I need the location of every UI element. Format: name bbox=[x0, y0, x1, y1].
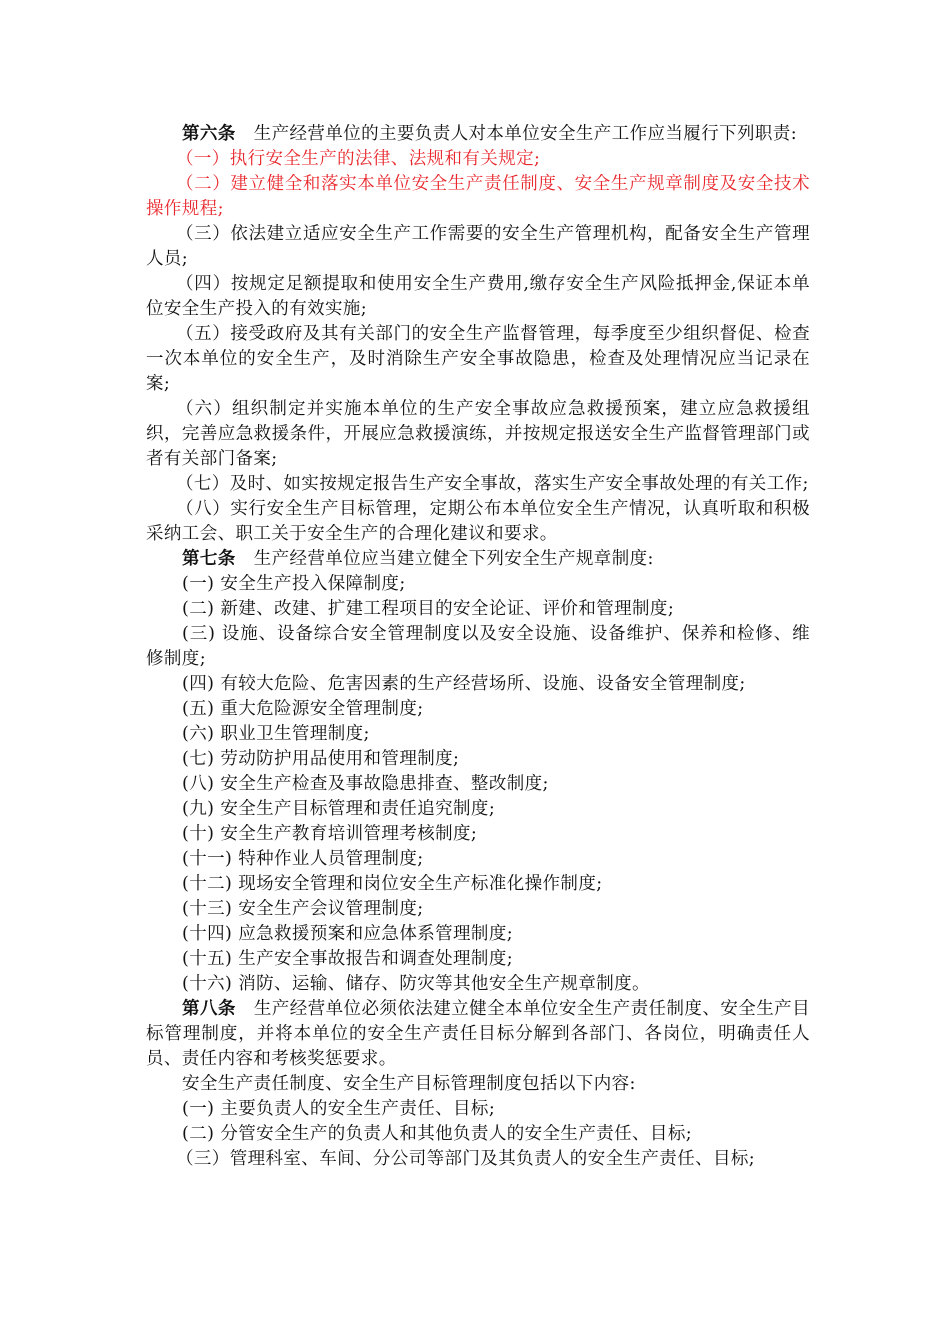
article-7-item-15: (十五) 生产安全事故报告和调查处理制度; bbox=[182, 949, 514, 969]
article-6-item-5: （五）接受政府及其有关部门的安全生产监督管理，每季度至少组织督促、检查一次本单位的安全生产，及时消除生产安全事故隐患，检查及处理情况应当记录在案; bbox=[146, 324, 810, 394]
article-7-item-9: (九) 安全生产目标管理和责任追究制度; bbox=[182, 799, 496, 819]
article-7-item-5: (五) 重大危险源安全管理制度; bbox=[182, 699, 424, 719]
article-8-title: 第八条 bbox=[182, 999, 236, 1019]
article-6-item-2: （二）建立健全和落实本单位安全生产责任制度、安全生产规章制度及安全技术操作规程; bbox=[146, 174, 810, 219]
article-8-intro bbox=[146, 997, 810, 1072]
article-7-item-2: (二) 新建、改建、扩建工程项目的安全论证、评价和管理制度; bbox=[182, 599, 675, 619]
article-7-intro bbox=[146, 547, 810, 572]
article-6-item-7: （七）及时、如实按规定报告生产安全事故，落实生产安全事故处理的有关工作; bbox=[176, 474, 809, 494]
article-7-item-4: (四) 有较大危险、危害因素的生产经营场所、设施、设备安全管理制度; bbox=[182, 674, 746, 694]
article-6-item-3: （三）依法建立适应安全生产工作需要的安全生产管理机构，配备安全生产管理人员; bbox=[146, 224, 810, 269]
article-7-item-6: (六) 职业卫生管理制度; bbox=[182, 724, 370, 744]
article-7-item-7: (七) 劳动防护用品使用和管理制度; bbox=[182, 749, 460, 769]
article-7-item-11: (十一) 特种作业人员管理制度; bbox=[182, 849, 424, 869]
article-6-intro bbox=[146, 122, 810, 147]
article-7-item-10: (十) 安全生产教育培训管理考核制度; bbox=[182, 824, 478, 844]
article-7-item-8: (八) 安全生产检查及事故隐患排查、整改制度; bbox=[182, 774, 549, 794]
article-7-item-16: (十六) 消防、运输、储存、防灾等其他安全生产规章制度。 bbox=[182, 974, 650, 994]
article-6-item-8: （八）实行安全生产目标管理，定期公布本单位安全生产情况，认真听取和积极采纳工会、职工关于安全生产的合理化建议和要求。 bbox=[146, 499, 810, 544]
article-8-item-1: (一) 主要负责人的安全生产责任、目标; bbox=[182, 1099, 496, 1119]
article-8-item-2: (二) 分管安全生产的负责人和其他负责人的安全生产责任、目标; bbox=[182, 1124, 693, 1144]
article-7-intro-text: 生产经营单位应当建立健全下列安全生产规章制度: bbox=[253, 549, 654, 569]
article-7-item-14: (十四) 应急救援预案和应急体系管理制度; bbox=[182, 924, 514, 944]
article-6-item-4: （四）按规定足额提取和使用安全生产费用,缴存安全生产风险抵押金,保证本单位安全生产投入的有效实施; bbox=[146, 274, 810, 319]
article-7-item-3: (三) 设施、设备综合安全管理制度以及安全设施、设备维护、保养和检修、维修制度; bbox=[146, 624, 810, 669]
article-7-title: 第七条 bbox=[182, 549, 236, 569]
article-8-intro-text: 生产经营单位必须依法建立健全本单位安全生产责任制度、安全生产目标管理制度，并将本单位的安全生产责任目标分解到各部门、各岗位，明确责任人员、责任内容和考核奖惩要求。 bbox=[146, 999, 810, 1069]
article-6-intro-text: 生产经营单位的主要负责人对本单位安全生产工作应当履行下列职责: bbox=[253, 124, 797, 144]
document-body bbox=[146, 122, 810, 1172]
article-8-sub-intro: 安全生产责任制度、安全生产目标管理制度包括以下内容: bbox=[182, 1074, 636, 1094]
article-7-item-12: (十二) 现场安全管理和岗位安全生产标准化操作制度; bbox=[182, 874, 603, 894]
article-6-item-1: （一）执行安全生产的法律、法规和有关规定; bbox=[176, 149, 541, 169]
article-8-item-3: （三）管理科室、车间、分公司等部门及其负责人的安全生产责任、目标; bbox=[176, 1149, 756, 1169]
article-6-title: 第六条 bbox=[182, 124, 236, 144]
article-7-item-1: (一) 安全生产投入保障制度; bbox=[182, 574, 406, 594]
article-7-item-13: (十三) 安全生产会议管理制度; bbox=[182, 899, 424, 919]
article-6-item-6: （六）组织制定并实施本单位的生产安全事故应急救援预案，建立应急救援组织，完善应急救援条件，开展应急救援演练，并按规定报送安全生产监督管理部门或者有关部门备案; bbox=[146, 399, 810, 469]
